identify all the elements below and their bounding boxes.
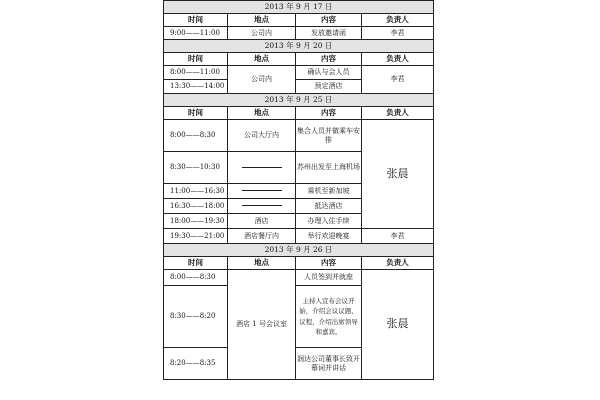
header-place: 地点 [228,257,296,270]
header-place: 地点 [228,14,296,27]
date-row: 2013 年 9 月 26 日 [164,244,434,257]
content-cell: 发放邀请函 [296,27,362,40]
header-place: 地点 [228,53,296,66]
time-cell: 8:00——11:00 [164,66,228,80]
schedule-table [163,0,434,380]
time-cell: 9:00——11:00 [164,27,228,40]
content-cell: 抵达酒店 [296,199,362,214]
time-cell: 13:30——14:00 [164,80,228,94]
time-cell: 8:00——8:30 [164,270,228,286]
schedule-sheet [163,0,434,380]
content-cell: 确认与会人员 [296,66,362,80]
place-cell: 酒店 1 号会议室 [228,270,296,380]
place-dash [228,184,296,199]
header-owner: 负责人 [362,14,434,27]
place-cell: 酒店 [228,214,296,229]
place-cell: 公司大厅内 [228,120,296,152]
content-cell: 苏州出发至上海机场 [296,152,362,184]
content-cell: 集合人员并做乘车安排 [296,120,362,152]
header-time: 时间 [164,257,228,270]
date-row: 2013 年 9 月 25 日 [164,94,434,107]
header-time: 时间 [164,53,228,66]
content-cell: 举行欢迎晚宴 [296,229,362,244]
time-cell: 8:30——8:20 [164,286,228,348]
time-cell: 8:20——8:35 [164,348,228,380]
time-cell: 16:30——18:00 [164,199,228,214]
date-row: 2013 年 9 月 20 日 [164,40,434,53]
place-dash [228,199,296,214]
owner-cell: 李君 [362,27,434,40]
header-content: 内容 [296,53,362,66]
header-owner: 负责人 [362,257,434,270]
owner-cell: 张晨 [362,120,434,229]
place-dash [228,152,296,184]
header-owner: 负责人 [362,107,434,120]
content-cell: 人员签到并就座 [296,270,362,286]
header-content: 内容 [296,107,362,120]
content-cell: 润达公司董事长致开幕词并讲话 [296,348,362,380]
dash-line [242,167,282,168]
place-cell: 公司内 [228,27,296,40]
place-cell: 酒店餐厅内 [228,229,296,244]
header-content: 内容 [296,257,362,270]
time-cell: 19:30——21:00 [164,229,228,244]
header-place: 地点 [228,107,296,120]
content-cell: 办理入住手续 [296,214,362,229]
time-cell: 8:30——10:30 [164,152,228,184]
place-cell: 公司内 [228,66,296,94]
header-content: 内容 [296,14,362,27]
owner-cell: 李君 [362,66,434,94]
content-cell: 主持人宣布会议开始，介绍会议议题、议程，介绍出席领导和嘉宾。 [296,286,362,348]
header-owner: 负责人 [362,53,434,66]
content-cell: 预定酒店 [296,80,362,94]
time-cell: 18:00——19:30 [164,214,228,229]
dash-line [242,205,282,206]
time-cell: 8:00——8:30 [164,120,228,152]
owner-cell: 张晨 [362,270,434,380]
owner-cell: 李君 [362,229,434,244]
time-cell: 11:00——16:30 [164,184,228,199]
dash-line [242,190,282,191]
header-time: 时间 [164,107,228,120]
date-row: 2013 年 9 月 17 日 [164,1,434,14]
content-cell: 乘机至新加坡 [296,184,362,199]
header-time: 时间 [164,14,228,27]
